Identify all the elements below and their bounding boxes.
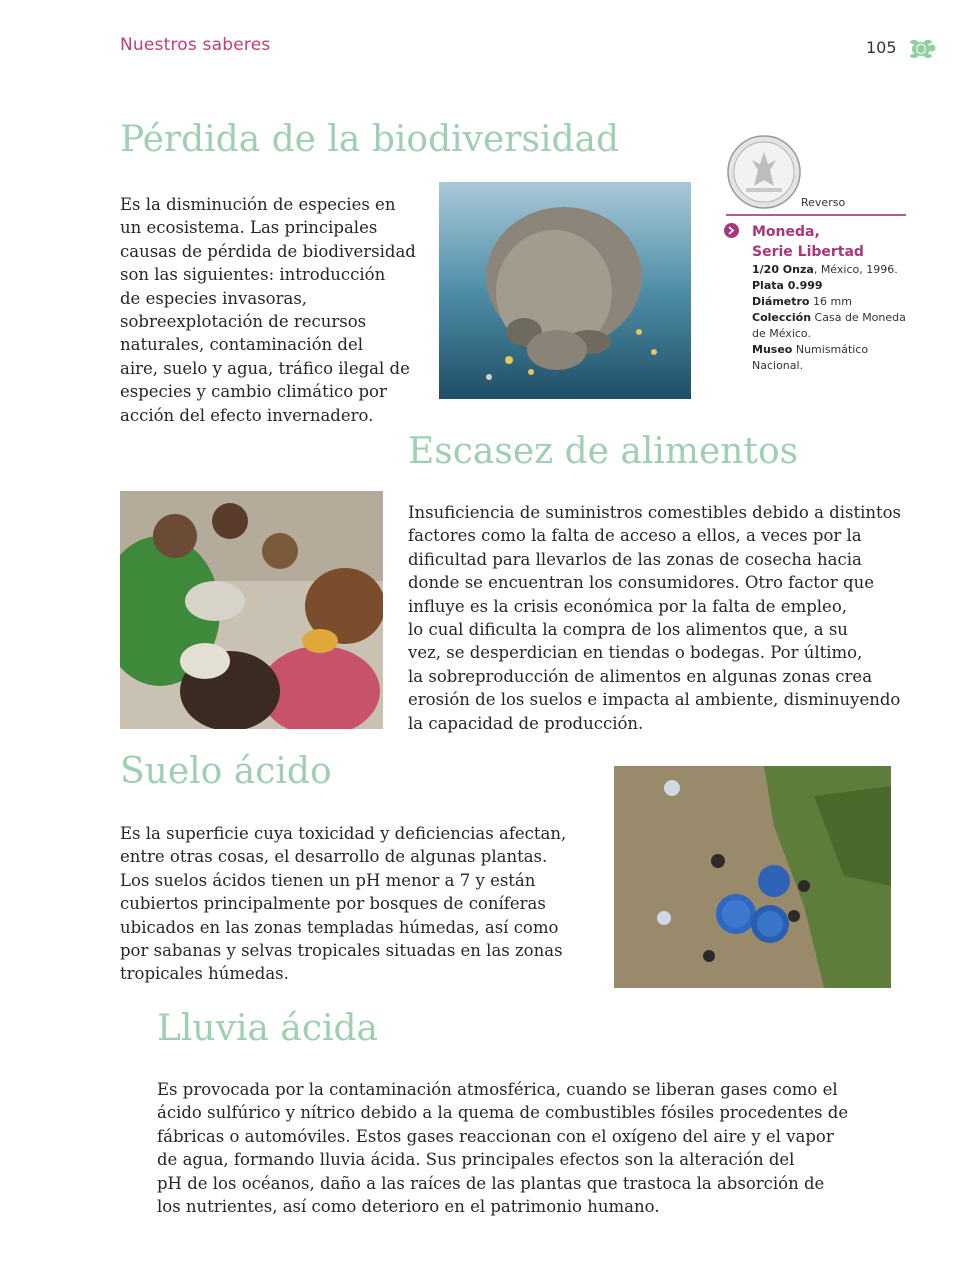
text-line: donde se encuentran los consumidores. Otro factor que — [408, 573, 874, 593]
text-line: acción del efecto invernadero. — [120, 405, 374, 425]
coin-diameter-value: 16 mm — [809, 295, 852, 308]
text-line: lo cual dificulta la compra de los alimentos que, a su — [408, 620, 848, 640]
text-line: los nutrientes, así como deterioro en el patrimonio humano. — [157, 1197, 660, 1217]
paragraph-alimentos — [408, 501, 908, 735]
text-line: factores como la falta de acceso a ellos, a veces por la — [408, 526, 862, 546]
heading-suelo: Suelo ácido — [120, 751, 332, 792]
coin-details — [752, 262, 912, 374]
page-number: 105 — [866, 38, 897, 57]
coin-title-line: Serie Libertad — [752, 244, 864, 260]
heading-biodiversidad: Pérdida de la biodiversidad — [120, 119, 620, 160]
text-line: son las siguientes: introducción — [120, 265, 386, 285]
text-line: ubicados en las zonas templadas húmedas, así como — [120, 917, 559, 937]
text-line: naturales, contaminación del — [120, 335, 364, 355]
text-line: vez, se desperdician en tiendas o bodegas. Por último, — [408, 643, 863, 663]
text-line: sobreexplotación de recursos — [120, 312, 367, 332]
coin-divider — [726, 214, 906, 216]
text-line: aire, suelo y agua, tráfico ilegal de — [120, 358, 410, 378]
text-line: dificultad para llevarlos de las zonas de cosecha hacia — [408, 549, 862, 569]
text-line: fábricas o automóviles. Estos gases reaccionan con el oxígeno del aire y el vapor — [157, 1126, 834, 1146]
text-line: Es la superficie cuya toxicidad y deficiencias afectan, — [120, 824, 567, 843]
text-line: Los suelos ácidos tienen un pH menor a 7 y están — [120, 870, 536, 890]
coin-museum-label: Museo — [752, 343, 793, 356]
text-line: erosión de los suelos e impacta al ambiente, disminuyendo — [408, 690, 901, 710]
text-line: por sabanas y selvas tropicales situadas en las zonas — [120, 941, 563, 961]
text-line: la sobreproducción de alimentos en algunas zonas crea — [408, 666, 873, 686]
text-line: tropicales húmedas. — [120, 964, 289, 984]
coin-diameter-label: Diámetro — [752, 295, 810, 308]
coin-museum-value: Numismático Nacional. — [752, 343, 869, 372]
coin-collection-label: Colección — [752, 311, 812, 324]
children-food-photo — [120, 491, 383, 729]
text-line: especies y cambio climático por — [120, 382, 387, 402]
coin-weight-value: , México, 1996. — [813, 263, 898, 276]
heading-alimentos: Escasez de alimentos — [408, 431, 799, 472]
coin-title — [752, 222, 864, 262]
paragraph-lluvia — [157, 1078, 877, 1218]
text-line: pH de los océanos, daño a las raíces de las plantas que trastoca la absorción de — [157, 1173, 825, 1193]
soil-aerial-photo — [614, 766, 891, 988]
text-line: de especies invasoras, — [120, 288, 308, 308]
text-line: Insuficiencia de suministros comestibles debido a distintos — [408, 503, 902, 522]
text-line: cubiertos principalmente por bosques de coníferas — [120, 894, 546, 914]
text-line: ácido sulfúrico y nítrico debido a la quema de combustibles fósiles procedentes de — [157, 1103, 849, 1123]
paragraph-biodiversidad — [120, 193, 425, 427]
chevron-right-icon — [724, 223, 739, 238]
text-line: de agua, formando lluvia ácida. Sus principales efectos son la alteración del — [157, 1150, 795, 1170]
turtle-icon — [904, 38, 938, 60]
text-line: la capacidad de producción. — [408, 713, 644, 733]
coin-weight-label: 1/20 Onza — [752, 263, 814, 276]
text-line: causas de pérdida de biodiversidad — [120, 241, 416, 261]
text-line: entre otras cosas, el desarrollo de algunas plantas. — [120, 847, 548, 867]
coin-title-line: Moneda, — [752, 224, 820, 240]
paragraph-suelo — [120, 822, 590, 986]
coin-collection-value: Casa de Moneda de México. — [752, 311, 906, 340]
coin-image — [726, 134, 802, 210]
text-line: influye es la crisis económica por la falta de empleo, — [408, 596, 847, 616]
coin-caption: Reverso — [801, 196, 846, 209]
coin-silver-label: Plata 0.999 — [752, 279, 823, 292]
text-line: Es provocada por la contaminación atmosférica, cuando se liberan gases como el — [157, 1080, 838, 1099]
section-label: Nuestros saberes — [120, 35, 271, 55]
heading-lluvia: Lluvia ácida — [157, 1008, 379, 1049]
text-line: Es la disminución de especies en — [120, 195, 396, 214]
manatee-photo — [439, 182, 691, 399]
text-line: un ecosistema. Las principales — [120, 218, 378, 238]
